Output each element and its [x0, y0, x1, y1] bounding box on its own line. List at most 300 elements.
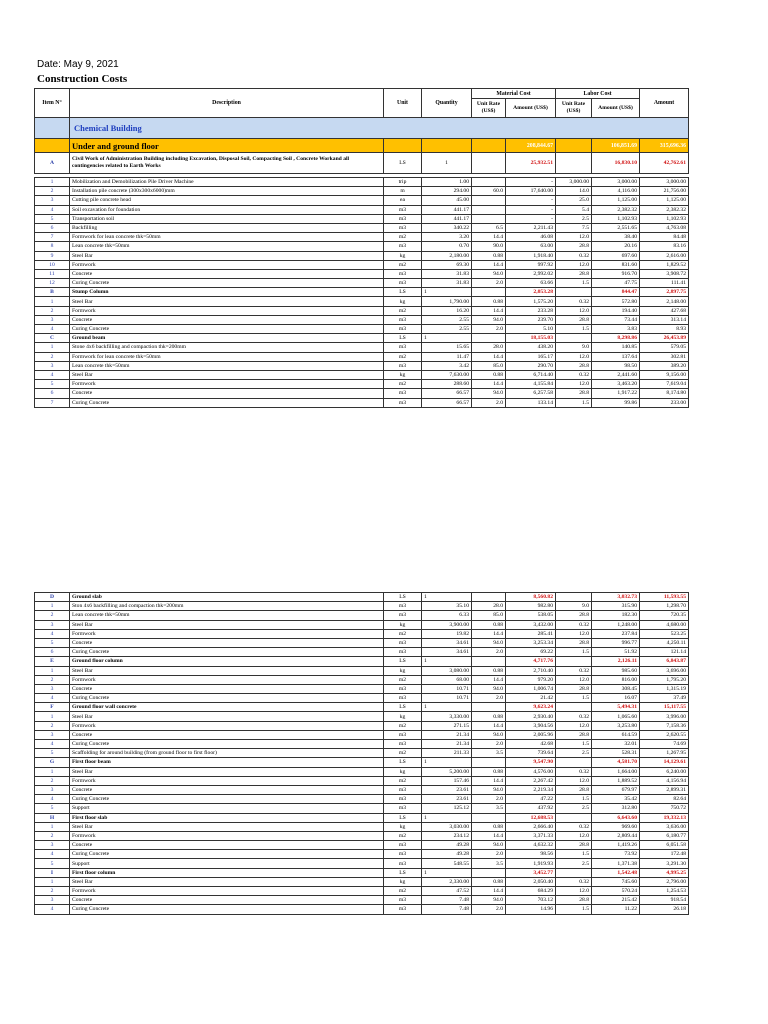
- amount-cell: 3,636.00: [640, 822, 689, 831]
- quantity-cell: 548.55: [422, 859, 472, 868]
- material-amount-cell: 42.68: [506, 740, 556, 749]
- labor-amount-cell: 140.85: [592, 343, 640, 352]
- item-number-cell: 1: [35, 712, 70, 721]
- labor-amount-cell: 51.92: [592, 648, 640, 657]
- material-amount-cell: 4,632.32: [506, 841, 556, 850]
- material-amount-cell: 239.70: [506, 315, 556, 324]
- amount-cell: 121.14: [640, 648, 689, 657]
- labor-amount-cell: 572.80: [592, 297, 640, 306]
- amount-cell: 7,158.36: [640, 721, 689, 730]
- labor-unit-rate-cell: 12.0: [556, 352, 592, 361]
- unit-cell: kg: [384, 251, 422, 260]
- material-amount-cell: 2,930.40: [506, 712, 556, 721]
- labor-unit-rate-cell: 0.32: [556, 251, 592, 260]
- material-unit-rate-cell: 90.0: [472, 242, 506, 251]
- material-unit-rate-cell: 2.0: [472, 795, 506, 804]
- material-amount-cell: 4,155.84: [506, 380, 556, 389]
- material-unit-rate-cell: 0.88: [472, 877, 506, 886]
- material-amount-cell: 133.14: [506, 398, 556, 407]
- quantity-cell: 34.61: [422, 648, 472, 657]
- description-cell: Lean concrete thk=50mm: [70, 361, 384, 370]
- description-cell: Transportation soil: [70, 214, 384, 223]
- item-number-cell: 2: [35, 187, 70, 196]
- quantity-cell: 157.46: [422, 776, 472, 785]
- line-item-row: [35, 804, 689, 813]
- description-cell: Cutting pile concrete head: [70, 196, 384, 205]
- material-unit-rate-cell: 94.0: [472, 389, 506, 398]
- unit-cell: m3: [384, 315, 422, 324]
- material-unit-rate-cell: 0.88: [472, 251, 506, 260]
- quantity-cell: 66.57: [422, 389, 472, 398]
- amount-cell: 8,174.80: [640, 389, 689, 398]
- amount-cell: 74.69: [640, 740, 689, 749]
- unit-cell: kg: [384, 666, 422, 675]
- material-amount-cell: 4,576.00: [506, 767, 556, 776]
- labor-unit-rate-cell: 1.5: [556, 325, 592, 334]
- line-item-row: [35, 684, 689, 693]
- quantity-cell: 11.47: [422, 352, 472, 361]
- material-amount-cell: -: [506, 214, 556, 223]
- labor-amount-cell: 16.07: [592, 694, 640, 703]
- item-number-cell: 9: [35, 251, 70, 260]
- amount-cell: 2,796.00: [640, 877, 689, 886]
- description-cell: Steel Bar: [70, 712, 384, 721]
- labor-amount-cell: 3,000.00: [592, 178, 640, 187]
- material-unit-rate-cell: 94.0: [472, 841, 506, 850]
- labor-unit-rate-cell: 7.5: [556, 223, 592, 232]
- description-cell: Formwork for lean concrete thk=50mm: [70, 352, 384, 361]
- labor-amount-cell: 4,116.00: [592, 187, 640, 196]
- description-cell: Concrete: [70, 785, 384, 794]
- description-cell: Steel Bar: [70, 877, 384, 886]
- labor-amount-cell: 2,551.65: [592, 223, 640, 232]
- material-amount-cell: 703.12: [506, 896, 556, 905]
- quantity-cell: 10.71: [422, 684, 472, 693]
- amount-cell: 720.35: [640, 611, 689, 620]
- quantity-cell: 1: [422, 657, 472, 666]
- material-amount-cell: 982.80: [506, 602, 556, 611]
- material-unit-rate-cell: 94.0: [472, 730, 506, 739]
- material-unit-rate-cell: 0.88: [472, 297, 506, 306]
- item-number-cell: 4: [35, 325, 70, 334]
- description-cell: Formwork: [70, 260, 384, 269]
- material-amount-cell: 2,005.96: [506, 730, 556, 739]
- material-unit-rate-cell: 0.88: [472, 620, 506, 629]
- quantity-cell: 7,630.00: [422, 370, 472, 379]
- amount-cell: 82.64: [640, 795, 689, 804]
- labor-amount-cell: 2,441.60: [592, 370, 640, 379]
- item-number-cell: 4: [35, 205, 70, 214]
- item-number-cell: E: [35, 657, 70, 666]
- group-row: [35, 593, 689, 602]
- line-item-row: [35, 675, 689, 684]
- material-unit-rate-cell: [472, 758, 506, 767]
- description-cell: Stone 4x6 backfilling and compaction thk=200mm: [70, 343, 384, 352]
- item-number-cell: 3: [35, 841, 70, 850]
- item-number-cell: 6: [35, 648, 70, 657]
- line-item-row: [35, 315, 689, 324]
- material-amount-cell: 8,560.82: [506, 593, 556, 602]
- unit-cell: LS: [384, 868, 422, 877]
- description-cell: Support: [70, 804, 384, 813]
- material-unit-rate-cell: 28.0: [472, 343, 506, 352]
- quantity-cell: 441.17: [422, 214, 472, 223]
- labor-amount-cell: 745.60: [592, 877, 640, 886]
- unit-cell: m2: [384, 831, 422, 840]
- amount-cell: 26.18: [640, 905, 689, 914]
- material-amount-cell: 285.41: [506, 629, 556, 638]
- amount-cell: 8.93: [640, 325, 689, 334]
- section-material-total: 208,844.67: [506, 139, 556, 153]
- unit-cell: kg: [384, 822, 422, 831]
- material-unit-rate-cell: 3.5: [472, 859, 506, 868]
- quantity-cell: 1: [422, 758, 472, 767]
- labor-amount-cell: 308.45: [592, 684, 640, 693]
- description-cell: Curing Concrete: [70, 325, 384, 334]
- item-number-cell: 5: [35, 638, 70, 647]
- quantity-cell: 125.12: [422, 804, 472, 813]
- material-unit-rate-cell: [472, 205, 506, 214]
- material-unit-rate-cell: 3.5: [472, 804, 506, 813]
- item-number-cell: B: [35, 288, 70, 297]
- labor-amount-cell: 985.60: [592, 666, 640, 675]
- material-unit-rate-cell: 94.0: [472, 269, 506, 278]
- quantity-cell: 288.60: [422, 380, 472, 389]
- labor-unit-rate-cell: 9.0: [556, 602, 592, 611]
- item-number-cell: 11: [35, 269, 70, 278]
- unit-cell: m2: [384, 721, 422, 730]
- material-amount-cell: 3,452.77: [506, 868, 556, 877]
- quantity-cell: 45.00: [422, 196, 472, 205]
- unit-cell: kg: [384, 712, 422, 721]
- item-number-cell: 3: [35, 196, 70, 205]
- labor-amount-cell: 1,065.60: [592, 712, 640, 721]
- line-item-row: [35, 352, 689, 361]
- unit-cell: LS: [384, 657, 422, 666]
- unit-cell: kg: [384, 370, 422, 379]
- unit-cell: LS: [384, 758, 422, 767]
- quantity-cell: 21.34: [422, 730, 472, 739]
- unit-cell: m2: [384, 380, 422, 389]
- amount-cell: 83.16: [640, 242, 689, 251]
- amount-cell: 3,696.00: [640, 666, 689, 675]
- description-cell: Curing Concrete: [70, 694, 384, 703]
- labor-amount-cell: 20.16: [592, 242, 640, 251]
- description-cell: Concrete: [70, 269, 384, 278]
- material-unit-rate-cell: 85.0: [472, 611, 506, 620]
- amount-cell: 1,102.93: [640, 214, 689, 223]
- quantity-cell: 1,790.00: [422, 297, 472, 306]
- material-amount-cell: 46.08: [506, 233, 556, 242]
- description-cell: Curing Concrete: [70, 905, 384, 914]
- col-header-material-unit-rate: Unit Rate (US$): [472, 99, 506, 118]
- unit-cell: LS: [384, 153, 422, 174]
- labor-amount-cell: 3,253.80: [592, 721, 640, 730]
- material-unit-rate-cell: [472, 214, 506, 223]
- labor-amount-cell: 8,298.86: [592, 334, 640, 343]
- item-number-cell: 2: [35, 306, 70, 315]
- material-amount-cell: 684.29: [506, 887, 556, 896]
- material-unit-rate-cell: 2.0: [472, 740, 506, 749]
- unit-cell: m2: [384, 352, 422, 361]
- material-amount-cell: 47.22: [506, 795, 556, 804]
- labor-unit-rate-cell: [556, 657, 592, 666]
- labor-amount-cell: 2,809.44: [592, 831, 640, 840]
- labor-amount-cell: 4,581.70: [592, 758, 640, 767]
- section-amount-total: 315,696.36: [640, 139, 689, 153]
- line-item-row: [35, 712, 689, 721]
- item-number-cell: 3: [35, 620, 70, 629]
- amount-cell: 4,763.08: [640, 223, 689, 232]
- labor-unit-rate-cell: [556, 868, 592, 877]
- amount-cell: 1,125.00: [640, 196, 689, 205]
- labor-unit-rate-cell: [556, 813, 592, 822]
- line-item-row: [35, 389, 689, 398]
- labor-amount-cell: 2,382.32: [592, 205, 640, 214]
- unit-cell: m3: [384, 343, 422, 352]
- unit-cell: m2: [384, 629, 422, 638]
- unit-cell: m3: [384, 602, 422, 611]
- material-unit-rate-cell: 2.0: [472, 648, 506, 657]
- unit-cell: m2: [384, 776, 422, 785]
- labor-amount-cell: 1,371.38: [592, 859, 640, 868]
- material-unit-rate-cell: [472, 657, 506, 666]
- unit-cell: m3: [384, 730, 422, 739]
- quantity-cell: 3,330.00: [422, 712, 472, 721]
- material-unit-rate-cell: 14.4: [472, 380, 506, 389]
- unit-cell: kg: [384, 767, 422, 776]
- material-amount-cell: 2,053.28: [506, 288, 556, 297]
- unit-cell: m3: [384, 684, 422, 693]
- material-unit-rate-cell: 0.88: [472, 767, 506, 776]
- item-number-cell: 3: [35, 361, 70, 370]
- line-item-row: [35, 795, 689, 804]
- section-row: [35, 139, 689, 153]
- amount-cell: 4,250.11: [640, 638, 689, 647]
- description-cell: Steel Bar: [70, 297, 384, 306]
- work-item-row: [35, 153, 689, 174]
- description-cell: Installation pile concrete (300x300x6000)mm: [70, 187, 384, 196]
- material-amount-cell: 98.56: [506, 850, 556, 859]
- quantity-cell: 441.17: [422, 205, 472, 214]
- material-amount-cell: 2,050.40: [506, 877, 556, 886]
- line-item-row: [35, 380, 689, 389]
- labor-amount-cell: 47.75: [592, 279, 640, 288]
- labor-amount-cell: 3,032.73: [592, 593, 640, 602]
- amount-cell: 26,453.89: [640, 334, 689, 343]
- line-item-row: [35, 730, 689, 739]
- item-number-cell: 3: [35, 315, 70, 324]
- material-amount-cell: 538.05: [506, 611, 556, 620]
- labor-unit-rate-cell: [556, 153, 592, 174]
- unit-cell: kg: [384, 620, 422, 629]
- item-number-cell: 3: [35, 730, 70, 739]
- item-number-cell: 8: [35, 242, 70, 251]
- amount-cell: 1,315.19: [640, 684, 689, 693]
- description-cell: Formwork: [70, 887, 384, 896]
- material-amount-cell: 12,688.53: [506, 813, 556, 822]
- labor-amount-cell: 2,126.11: [592, 657, 640, 666]
- amount-cell: 2,616.00: [640, 251, 689, 260]
- material-unit-rate-cell: [472, 593, 506, 602]
- item-number-cell: 4: [35, 370, 70, 379]
- group-row: [35, 758, 689, 767]
- description-cell: Soil excavation for foundation: [70, 205, 384, 214]
- material-unit-rate-cell: 14.4: [472, 831, 506, 840]
- description-cell: Curing Concrete: [70, 795, 384, 804]
- labor-unit-rate-cell: 28.8: [556, 841, 592, 850]
- col-header-unit: Unit: [384, 89, 422, 118]
- section-item-cell: [35, 139, 70, 153]
- material-unit-rate-cell: 2.0: [472, 398, 506, 407]
- unit-cell: m3: [384, 859, 422, 868]
- quantity-cell: 234.12: [422, 831, 472, 840]
- labor-unit-rate-cell: 0.32: [556, 712, 592, 721]
- unit-cell: ea: [384, 196, 422, 205]
- material-unit-rate-cell: 14.4: [472, 721, 506, 730]
- report-date: Date: May 9, 2021: [37, 59, 119, 70]
- quantity-cell: 34.61: [422, 638, 472, 647]
- labor-amount-cell: 38.40: [592, 233, 640, 242]
- line-item-row: [35, 187, 689, 196]
- labor-unit-rate-cell: 28.8: [556, 361, 592, 370]
- unit-cell: m3: [384, 279, 422, 288]
- amount-cell: 2,382.32: [640, 205, 689, 214]
- labor-unit-rate-cell: 12.0: [556, 675, 592, 684]
- line-item-row: [35, 306, 689, 315]
- line-item-row: [35, 638, 689, 647]
- group-row: [35, 288, 689, 297]
- labor-unit-rate-cell: 28.8: [556, 896, 592, 905]
- labor-unit-rate-cell: 0.32: [556, 767, 592, 776]
- description-cell: Ground slab: [70, 593, 384, 602]
- item-number-cell: 5: [35, 214, 70, 223]
- description-cell: Lean concrete thk=50mm: [70, 611, 384, 620]
- amount-cell: 15,117.55: [640, 703, 689, 712]
- unit-cell: m3: [384, 361, 422, 370]
- labor-amount-cell: 98.50: [592, 361, 640, 370]
- material-amount-cell: 438.20: [506, 343, 556, 352]
- labor-unit-rate-cell: 1.5: [556, 279, 592, 288]
- description-cell: Curing Concrete: [70, 648, 384, 657]
- item-number-cell: 7: [35, 233, 70, 242]
- material-unit-rate-cell: 28.0: [472, 602, 506, 611]
- labor-unit-rate-cell: 28.8: [556, 242, 592, 251]
- material-unit-rate-cell: 2.0: [472, 694, 506, 703]
- unit-cell: m2: [384, 260, 422, 269]
- line-item-row: [35, 205, 689, 214]
- material-unit-rate-cell: 60.0: [472, 187, 506, 196]
- description-cell: Concrete: [70, 389, 384, 398]
- item-number-cell: 4: [35, 795, 70, 804]
- labor-unit-rate-cell: 28.8: [556, 611, 592, 620]
- col-header-material-cost: Material Cost: [472, 89, 556, 99]
- line-item-row: [35, 602, 689, 611]
- line-item-row: [35, 297, 689, 306]
- labor-unit-rate-cell: 12.0: [556, 776, 592, 785]
- quantity-cell: 69.30: [422, 260, 472, 269]
- labor-amount-cell: 3.83: [592, 325, 640, 334]
- description-cell: Civil Work of Administration Building including Excavation, Disposal Soil, Compacting Soil , Concrete Workand all contingencies related to Earth Works: [70, 153, 384, 174]
- quantity-cell: 340.22: [422, 223, 472, 232]
- description-cell: Formwork: [70, 380, 384, 389]
- amount-cell: 523.25: [640, 629, 689, 638]
- material-amount-cell: 1,919.93: [506, 859, 556, 868]
- labor-amount-cell: 916.70: [592, 269, 640, 278]
- category-item-cell: [35, 118, 70, 139]
- labor-amount-cell: 16,830.10: [592, 153, 640, 174]
- material-unit-rate-cell: 14.4: [472, 306, 506, 315]
- labor-amount-cell: 35.42: [592, 795, 640, 804]
- material-unit-rate-cell: 94.0: [472, 638, 506, 647]
- labor-amount-cell: 99.86: [592, 398, 640, 407]
- material-amount-cell: 3,432.00: [506, 620, 556, 629]
- unit-cell: m3: [384, 325, 422, 334]
- item-number-cell: 5: [35, 380, 70, 389]
- labor-unit-rate-cell: 0.32: [556, 666, 592, 675]
- material-unit-rate-cell: 14.4: [472, 260, 506, 269]
- item-number-cell: 4: [35, 740, 70, 749]
- labor-amount-cell: 137.64: [592, 352, 640, 361]
- amount-cell: 918.54: [640, 896, 689, 905]
- labor-amount-cell: 6,643.60: [592, 813, 640, 822]
- amount-cell: 2,620.55: [640, 730, 689, 739]
- quantity-cell: 7.48: [422, 905, 472, 914]
- material-amount-cell: 4,717.76: [506, 657, 556, 666]
- labor-unit-rate-cell: 0.32: [556, 620, 592, 629]
- item-number-cell: 2: [35, 776, 70, 785]
- unit-cell: m3: [384, 804, 422, 813]
- quantity-cell: 49.28: [422, 841, 472, 850]
- unit-cell: kg: [384, 297, 422, 306]
- item-number-cell: 7: [35, 398, 70, 407]
- unit-cell: m3: [384, 905, 422, 914]
- labor-unit-rate-cell: 12.0: [556, 887, 592, 896]
- labor-unit-rate-cell: 0.32: [556, 877, 592, 886]
- item-number-cell: I: [35, 868, 70, 877]
- item-number-cell: 1: [35, 666, 70, 675]
- description-cell: Concrete: [70, 638, 384, 647]
- unit-cell: m2: [384, 887, 422, 896]
- material-amount-cell: 739.64: [506, 749, 556, 758]
- description-cell: Steel Bar: [70, 767, 384, 776]
- amount-cell: 1,267.95: [640, 749, 689, 758]
- description-cell: Backfilling: [70, 223, 384, 232]
- col-header-amount: Amount: [640, 89, 689, 118]
- labor-amount-cell: 312.80: [592, 804, 640, 813]
- line-item-row: [35, 648, 689, 657]
- material-amount-cell: 1,575.20: [506, 297, 556, 306]
- line-item-row: [35, 776, 689, 785]
- description-cell: Formwork: [70, 306, 384, 315]
- labor-amount-cell: 215.42: [592, 896, 640, 905]
- report-title: Construction Costs: [37, 73, 128, 85]
- material-amount-cell: 2,267.42: [506, 776, 556, 785]
- unit-cell: LS: [384, 334, 422, 343]
- quantity-cell: 21.34: [422, 740, 472, 749]
- line-item-row: [35, 666, 689, 675]
- unit-cell: LS: [384, 288, 422, 297]
- material-unit-rate-cell: 14.4: [472, 887, 506, 896]
- description-cell: Curing Concrete: [70, 850, 384, 859]
- labor-unit-rate-cell: 28.8: [556, 269, 592, 278]
- labor-amount-cell: 1,917.22: [592, 389, 640, 398]
- amount-cell: 37.49: [640, 694, 689, 703]
- item-number-cell: 1: [35, 767, 70, 776]
- amount-cell: 4,156.94: [640, 776, 689, 785]
- unit-cell: m3: [384, 389, 422, 398]
- material-amount-cell: 3,904.56: [506, 721, 556, 730]
